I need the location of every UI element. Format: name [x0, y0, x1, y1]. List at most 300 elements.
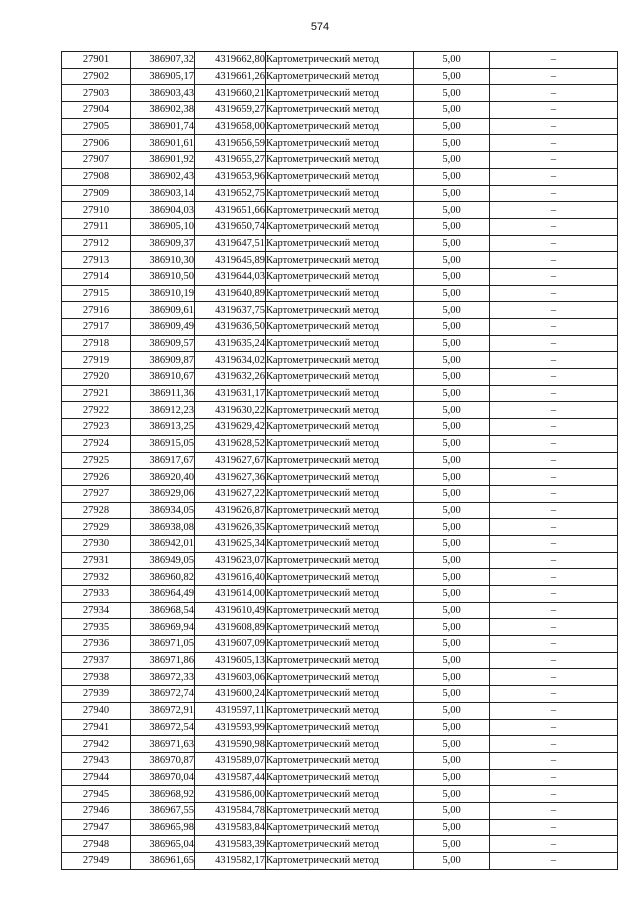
note-cell: –	[490, 168, 618, 185]
point-number-cell: 27933	[62, 586, 131, 603]
table-row	[62, 302, 618, 319]
x-coordinate-cell: 386907,32	[131, 52, 195, 69]
table-row	[62, 202, 618, 219]
y-coordinate-cell: 4319584,78	[195, 802, 266, 819]
x-coordinate-cell: 386905,10	[131, 218, 195, 235]
note-cell: –	[490, 252, 618, 269]
y-coordinate-cell: 4319627,36	[195, 469, 266, 486]
error-value-cell: 5,00	[414, 285, 490, 302]
x-coordinate-cell: 386911,36	[131, 385, 195, 402]
error-value-cell: 5,00	[414, 519, 490, 536]
y-coordinate-cell: 4319650,74	[195, 218, 266, 235]
table-row	[62, 285, 618, 302]
y-coordinate-cell: 4319655,27	[195, 152, 266, 169]
table-row	[62, 118, 618, 135]
point-number-cell: 27941	[62, 719, 131, 736]
method-cell: Картометрический метод	[266, 218, 414, 235]
error-value-cell: 5,00	[414, 52, 490, 69]
point-number-cell: 27904	[62, 102, 131, 119]
point-number-cell: 27909	[62, 185, 131, 202]
x-coordinate-cell: 386901,61	[131, 135, 195, 152]
x-coordinate-cell: 386968,92	[131, 786, 195, 803]
method-cell: Картометрический метод	[266, 652, 414, 669]
method-cell: Картометрический метод	[266, 135, 414, 152]
table-row	[62, 552, 618, 569]
method-cell: Картометрический метод	[266, 686, 414, 703]
point-number-cell: 27914	[62, 268, 131, 285]
y-coordinate-cell: 4319637,75	[195, 302, 266, 319]
x-coordinate-cell: 386970,04	[131, 769, 195, 786]
x-coordinate-cell: 386901,74	[131, 118, 195, 135]
table-row	[62, 736, 618, 753]
method-cell: Картометрический метод	[266, 268, 414, 285]
x-coordinate-cell: 386903,43	[131, 85, 195, 102]
error-value-cell: 5,00	[414, 385, 490, 402]
point-number-cell: 27902	[62, 68, 131, 85]
method-cell: Картометрический метод	[266, 502, 414, 519]
method-cell: Картометрический метод	[266, 385, 414, 402]
y-coordinate-cell: 4319651,66	[195, 202, 266, 219]
table-row	[62, 135, 618, 152]
table-row	[62, 752, 618, 769]
point-number-cell: 27931	[62, 552, 131, 569]
table-row	[62, 185, 618, 202]
note-cell: –	[490, 285, 618, 302]
note-cell: –	[490, 836, 618, 853]
method-cell: Картометрический метод	[266, 185, 414, 202]
table-row	[62, 85, 618, 102]
note-cell: –	[490, 268, 618, 285]
y-coordinate-cell: 4319661,26	[195, 68, 266, 85]
y-coordinate-cell: 4319660,21	[195, 85, 266, 102]
point-number-cell: 27929	[62, 519, 131, 536]
error-value-cell: 5,00	[414, 302, 490, 319]
note-cell: –	[490, 702, 618, 719]
table-row	[62, 853, 618, 870]
x-coordinate-cell: 386965,04	[131, 836, 195, 853]
error-value-cell: 5,00	[414, 135, 490, 152]
table-row	[62, 485, 618, 502]
table-row	[62, 769, 618, 786]
method-cell: Картометрический метод	[266, 85, 414, 102]
method-cell: Картометрический метод	[266, 752, 414, 769]
method-cell: Картометрический метод	[266, 485, 414, 502]
x-coordinate-cell: 386929,06	[131, 485, 195, 502]
y-coordinate-cell: 4319627,22	[195, 485, 266, 502]
error-value-cell: 5,00	[414, 802, 490, 819]
y-coordinate-cell: 4319625,34	[195, 535, 266, 552]
point-number-cell: 27917	[62, 319, 131, 336]
y-coordinate-cell: 4319586,00	[195, 786, 266, 803]
error-value-cell: 5,00	[414, 118, 490, 135]
note-cell: –	[490, 352, 618, 369]
y-coordinate-cell: 4319589,07	[195, 752, 266, 769]
y-coordinate-cell: 4319632,26	[195, 369, 266, 386]
table-row	[62, 319, 618, 336]
coordinates-table	[61, 51, 618, 870]
x-coordinate-cell: 386965,98	[131, 819, 195, 836]
y-coordinate-cell: 4319582,17	[195, 853, 266, 870]
table-row	[62, 586, 618, 603]
y-coordinate-cell: 4319605,13	[195, 652, 266, 669]
point-number-cell: 27945	[62, 786, 131, 803]
x-coordinate-cell: 386910,67	[131, 369, 195, 386]
point-number-cell: 27922	[62, 402, 131, 419]
table-row	[62, 619, 618, 636]
note-cell: –	[490, 636, 618, 653]
table-row	[62, 419, 618, 436]
error-value-cell: 5,00	[414, 102, 490, 119]
point-number-cell: 27934	[62, 602, 131, 619]
y-coordinate-cell: 4319636,50	[195, 319, 266, 336]
x-coordinate-cell: 386942,01	[131, 535, 195, 552]
note-cell: –	[490, 202, 618, 219]
x-coordinate-cell: 386909,61	[131, 302, 195, 319]
table-row	[62, 369, 618, 386]
x-coordinate-cell: 386960,82	[131, 569, 195, 586]
table-row	[62, 268, 618, 285]
method-cell: Картометрический метод	[266, 319, 414, 336]
x-coordinate-cell: 386917,67	[131, 452, 195, 469]
method-cell: Картометрический метод	[266, 285, 414, 302]
table-row	[62, 702, 618, 719]
note-cell: –	[490, 135, 618, 152]
x-coordinate-cell: 386902,43	[131, 168, 195, 185]
note-cell: –	[490, 819, 618, 836]
x-coordinate-cell: 386938,08	[131, 519, 195, 536]
method-cell: Картометрический метод	[266, 736, 414, 753]
y-coordinate-cell: 4319608,89	[195, 619, 266, 636]
method-cell: Картометрический метод	[266, 369, 414, 386]
x-coordinate-cell: 386915,05	[131, 435, 195, 452]
y-coordinate-cell: 4319593,99	[195, 719, 266, 736]
method-cell: Картометрический метод	[266, 636, 414, 653]
error-value-cell: 5,00	[414, 569, 490, 586]
error-value-cell: 5,00	[414, 469, 490, 486]
page-number: 574	[310, 21, 330, 33]
error-value-cell: 5,00	[414, 485, 490, 502]
note-cell: –	[490, 435, 618, 452]
note-cell: –	[490, 118, 618, 135]
x-coordinate-cell: 386904,03	[131, 202, 195, 219]
error-value-cell: 5,00	[414, 669, 490, 686]
y-coordinate-cell: 4319590,98	[195, 736, 266, 753]
x-coordinate-cell: 386910,19	[131, 285, 195, 302]
point-number-cell: 27932	[62, 569, 131, 586]
error-value-cell: 5,00	[414, 402, 490, 419]
table-row	[62, 836, 618, 853]
note-cell: –	[490, 569, 618, 586]
error-value-cell: 5,00	[414, 819, 490, 836]
error-value-cell: 5,00	[414, 202, 490, 219]
method-cell: Картометрический метод	[266, 669, 414, 686]
x-coordinate-cell: 386972,91	[131, 702, 195, 719]
x-coordinate-cell: 386971,05	[131, 636, 195, 653]
y-coordinate-cell: 4319645,89	[195, 252, 266, 269]
y-coordinate-cell: 4319628,52	[195, 435, 266, 452]
error-value-cell: 5,00	[414, 235, 490, 252]
error-value-cell: 5,00	[414, 68, 490, 85]
error-value-cell: 5,00	[414, 168, 490, 185]
x-coordinate-cell: 386913,25	[131, 419, 195, 436]
method-cell: Картометрический метод	[266, 252, 414, 269]
error-value-cell: 5,00	[414, 85, 490, 102]
table-row	[62, 502, 618, 519]
point-number-cell: 27936	[62, 636, 131, 653]
y-coordinate-cell: 4319610,49	[195, 602, 266, 619]
y-coordinate-cell: 4319603,06	[195, 669, 266, 686]
error-value-cell: 5,00	[414, 853, 490, 870]
y-coordinate-cell: 4319647,51	[195, 235, 266, 252]
error-value-cell: 5,00	[414, 268, 490, 285]
method-cell: Картометрический метод	[266, 168, 414, 185]
x-coordinate-cell: 386905,17	[131, 68, 195, 85]
method-cell: Картометрический метод	[266, 619, 414, 636]
note-cell: –	[490, 602, 618, 619]
y-coordinate-cell: 4319662,80	[195, 52, 266, 69]
x-coordinate-cell: 386920,40	[131, 469, 195, 486]
x-coordinate-cell: 386971,63	[131, 736, 195, 753]
y-coordinate-cell: 4319600,24	[195, 686, 266, 703]
note-cell: –	[490, 619, 618, 636]
table-row	[62, 802, 618, 819]
note-cell: –	[490, 302, 618, 319]
point-number-cell: 27910	[62, 202, 131, 219]
y-coordinate-cell: 4319656,59	[195, 135, 266, 152]
method-cell: Картометрический метод	[266, 419, 414, 436]
note-cell: –	[490, 235, 618, 252]
x-coordinate-cell: 386934,05	[131, 502, 195, 519]
x-coordinate-cell: 386970,87	[131, 752, 195, 769]
point-number-cell: 27905	[62, 118, 131, 135]
note-cell: –	[490, 369, 618, 386]
error-value-cell: 5,00	[414, 769, 490, 786]
method-cell: Картометрический метод	[266, 452, 414, 469]
error-value-cell: 5,00	[414, 602, 490, 619]
method-cell: Картометрический метод	[266, 235, 414, 252]
table-row	[62, 152, 618, 169]
point-number-cell: 27937	[62, 652, 131, 669]
error-value-cell: 5,00	[414, 319, 490, 336]
point-number-cell: 27949	[62, 853, 131, 870]
y-coordinate-cell: 4319627,67	[195, 452, 266, 469]
note-cell: –	[490, 786, 618, 803]
table-row	[62, 636, 618, 653]
note-cell: –	[490, 385, 618, 402]
point-number-cell: 27912	[62, 235, 131, 252]
x-coordinate-cell: 386903,14	[131, 185, 195, 202]
point-number-cell: 27913	[62, 252, 131, 269]
method-cell: Картометрический метод	[266, 302, 414, 319]
method-cell: Картометрический метод	[266, 836, 414, 853]
error-value-cell: 5,00	[414, 736, 490, 753]
method-cell: Картометрический метод	[266, 535, 414, 552]
method-cell: Картометрический метод	[266, 519, 414, 536]
x-coordinate-cell: 386967,55	[131, 802, 195, 819]
method-cell: Картометрический метод	[266, 469, 414, 486]
note-cell: –	[490, 752, 618, 769]
coordinates-table-body	[62, 52, 618, 870]
note-cell: –	[490, 152, 618, 169]
point-number-cell: 27930	[62, 535, 131, 552]
note-cell: –	[490, 185, 618, 202]
point-number-cell: 27908	[62, 168, 131, 185]
x-coordinate-cell: 386949,05	[131, 552, 195, 569]
table-row	[62, 686, 618, 703]
method-cell: Картометрический метод	[266, 352, 414, 369]
x-coordinate-cell: 386969,94	[131, 619, 195, 636]
error-value-cell: 5,00	[414, 452, 490, 469]
point-number-cell: 27942	[62, 736, 131, 753]
note-cell: –	[490, 686, 618, 703]
method-cell: Картометрический метод	[266, 786, 414, 803]
error-value-cell: 5,00	[414, 502, 490, 519]
method-cell: Картометрический метод	[266, 102, 414, 119]
note-cell: –	[490, 218, 618, 235]
note-cell: –	[490, 802, 618, 819]
table-row	[62, 52, 618, 69]
y-coordinate-cell: 4319640,89	[195, 285, 266, 302]
method-cell: Картометрический метод	[266, 853, 414, 870]
point-number-cell: 27944	[62, 769, 131, 786]
note-cell: –	[490, 402, 618, 419]
table-row	[62, 352, 618, 369]
note-cell: –	[490, 452, 618, 469]
table-row	[62, 569, 618, 586]
x-coordinate-cell: 386964,49	[131, 586, 195, 603]
table-row	[62, 435, 618, 452]
point-number-cell: 27927	[62, 485, 131, 502]
error-value-cell: 5,00	[414, 786, 490, 803]
x-coordinate-cell: 386902,38	[131, 102, 195, 119]
point-number-cell: 27928	[62, 502, 131, 519]
y-coordinate-cell: 4319583,39	[195, 836, 266, 853]
x-coordinate-cell: 386912,23	[131, 402, 195, 419]
error-value-cell: 5,00	[414, 352, 490, 369]
x-coordinate-cell: 386910,50	[131, 268, 195, 285]
point-number-cell: 27915	[62, 285, 131, 302]
error-value-cell: 5,00	[414, 185, 490, 202]
y-coordinate-cell: 4319587,44	[195, 769, 266, 786]
method-cell: Картометрический метод	[266, 552, 414, 569]
x-coordinate-cell: 386909,57	[131, 335, 195, 352]
error-value-cell: 5,00	[414, 752, 490, 769]
method-cell: Картометрический метод	[266, 402, 414, 419]
y-coordinate-cell: 4319634,02	[195, 352, 266, 369]
table-row	[62, 168, 618, 185]
note-cell: –	[490, 52, 618, 69]
point-number-cell: 27939	[62, 686, 131, 703]
point-number-cell: 27907	[62, 152, 131, 169]
method-cell: Картометрический метод	[266, 202, 414, 219]
point-number-cell: 27943	[62, 752, 131, 769]
method-cell: Картометрический метод	[266, 68, 414, 85]
note-cell: –	[490, 485, 618, 502]
error-value-cell: 5,00	[414, 152, 490, 169]
y-coordinate-cell: 4319583,84	[195, 819, 266, 836]
table-row	[62, 452, 618, 469]
table-row	[62, 402, 618, 419]
error-value-cell: 5,00	[414, 836, 490, 853]
method-cell: Картометрический метод	[266, 152, 414, 169]
x-coordinate-cell: 386909,87	[131, 352, 195, 369]
y-coordinate-cell: 4319616,40	[195, 569, 266, 586]
point-number-cell: 27926	[62, 469, 131, 486]
method-cell: Картометрический метод	[266, 335, 414, 352]
error-value-cell: 5,00	[414, 686, 490, 703]
y-coordinate-cell: 4319644,03	[195, 268, 266, 285]
note-cell: –	[490, 853, 618, 870]
error-value-cell: 5,00	[414, 535, 490, 552]
table-row	[62, 335, 618, 352]
method-cell: Картометрический метод	[266, 802, 414, 819]
point-number-cell: 27948	[62, 836, 131, 853]
x-coordinate-cell: 386909,37	[131, 235, 195, 252]
method-cell: Картометрический метод	[266, 719, 414, 736]
note-cell: –	[490, 469, 618, 486]
table-row	[62, 535, 618, 552]
note-cell: –	[490, 102, 618, 119]
error-value-cell: 5,00	[414, 419, 490, 436]
point-number-cell: 27947	[62, 819, 131, 836]
y-coordinate-cell: 4319659,27	[195, 102, 266, 119]
note-cell: –	[490, 335, 618, 352]
method-cell: Картометрический метод	[266, 52, 414, 69]
y-coordinate-cell: 4319597,11	[195, 702, 266, 719]
method-cell: Картометрический метод	[266, 586, 414, 603]
y-coordinate-cell: 4319614,00	[195, 586, 266, 603]
y-coordinate-cell: 4319626,35	[195, 519, 266, 536]
error-value-cell: 5,00	[414, 552, 490, 569]
method-cell: Картометрический метод	[266, 569, 414, 586]
y-coordinate-cell: 4319626,87	[195, 502, 266, 519]
point-number-cell: 27923	[62, 419, 131, 436]
point-number-cell: 27940	[62, 702, 131, 719]
table-row	[62, 669, 618, 686]
x-coordinate-cell: 386909,49	[131, 319, 195, 336]
point-number-cell: 27946	[62, 802, 131, 819]
error-value-cell: 5,00	[414, 218, 490, 235]
note-cell: –	[490, 586, 618, 603]
table-row	[62, 602, 618, 619]
y-coordinate-cell: 4319631,17	[195, 385, 266, 402]
note-cell: –	[490, 719, 618, 736]
error-value-cell: 5,00	[414, 369, 490, 386]
y-coordinate-cell: 4319607,09	[195, 636, 266, 653]
error-value-cell: 5,00	[414, 702, 490, 719]
error-value-cell: 5,00	[414, 252, 490, 269]
note-cell: –	[490, 535, 618, 552]
point-number-cell: 27901	[62, 52, 131, 69]
point-number-cell: 27921	[62, 385, 131, 402]
point-number-cell: 27906	[62, 135, 131, 152]
error-value-cell: 5,00	[414, 335, 490, 352]
error-value-cell: 5,00	[414, 719, 490, 736]
note-cell: –	[490, 85, 618, 102]
method-cell: Картометрический метод	[266, 769, 414, 786]
method-cell: Картометрический метод	[266, 602, 414, 619]
method-cell: Картометрический метод	[266, 118, 414, 135]
error-value-cell: 5,00	[414, 435, 490, 452]
note-cell: –	[490, 419, 618, 436]
point-number-cell: 27918	[62, 335, 131, 352]
table-row	[62, 519, 618, 536]
table-row	[62, 235, 618, 252]
method-cell: Картометрический метод	[266, 435, 414, 452]
x-coordinate-cell: 386971,86	[131, 652, 195, 669]
table-row	[62, 218, 618, 235]
point-number-cell: 27920	[62, 369, 131, 386]
